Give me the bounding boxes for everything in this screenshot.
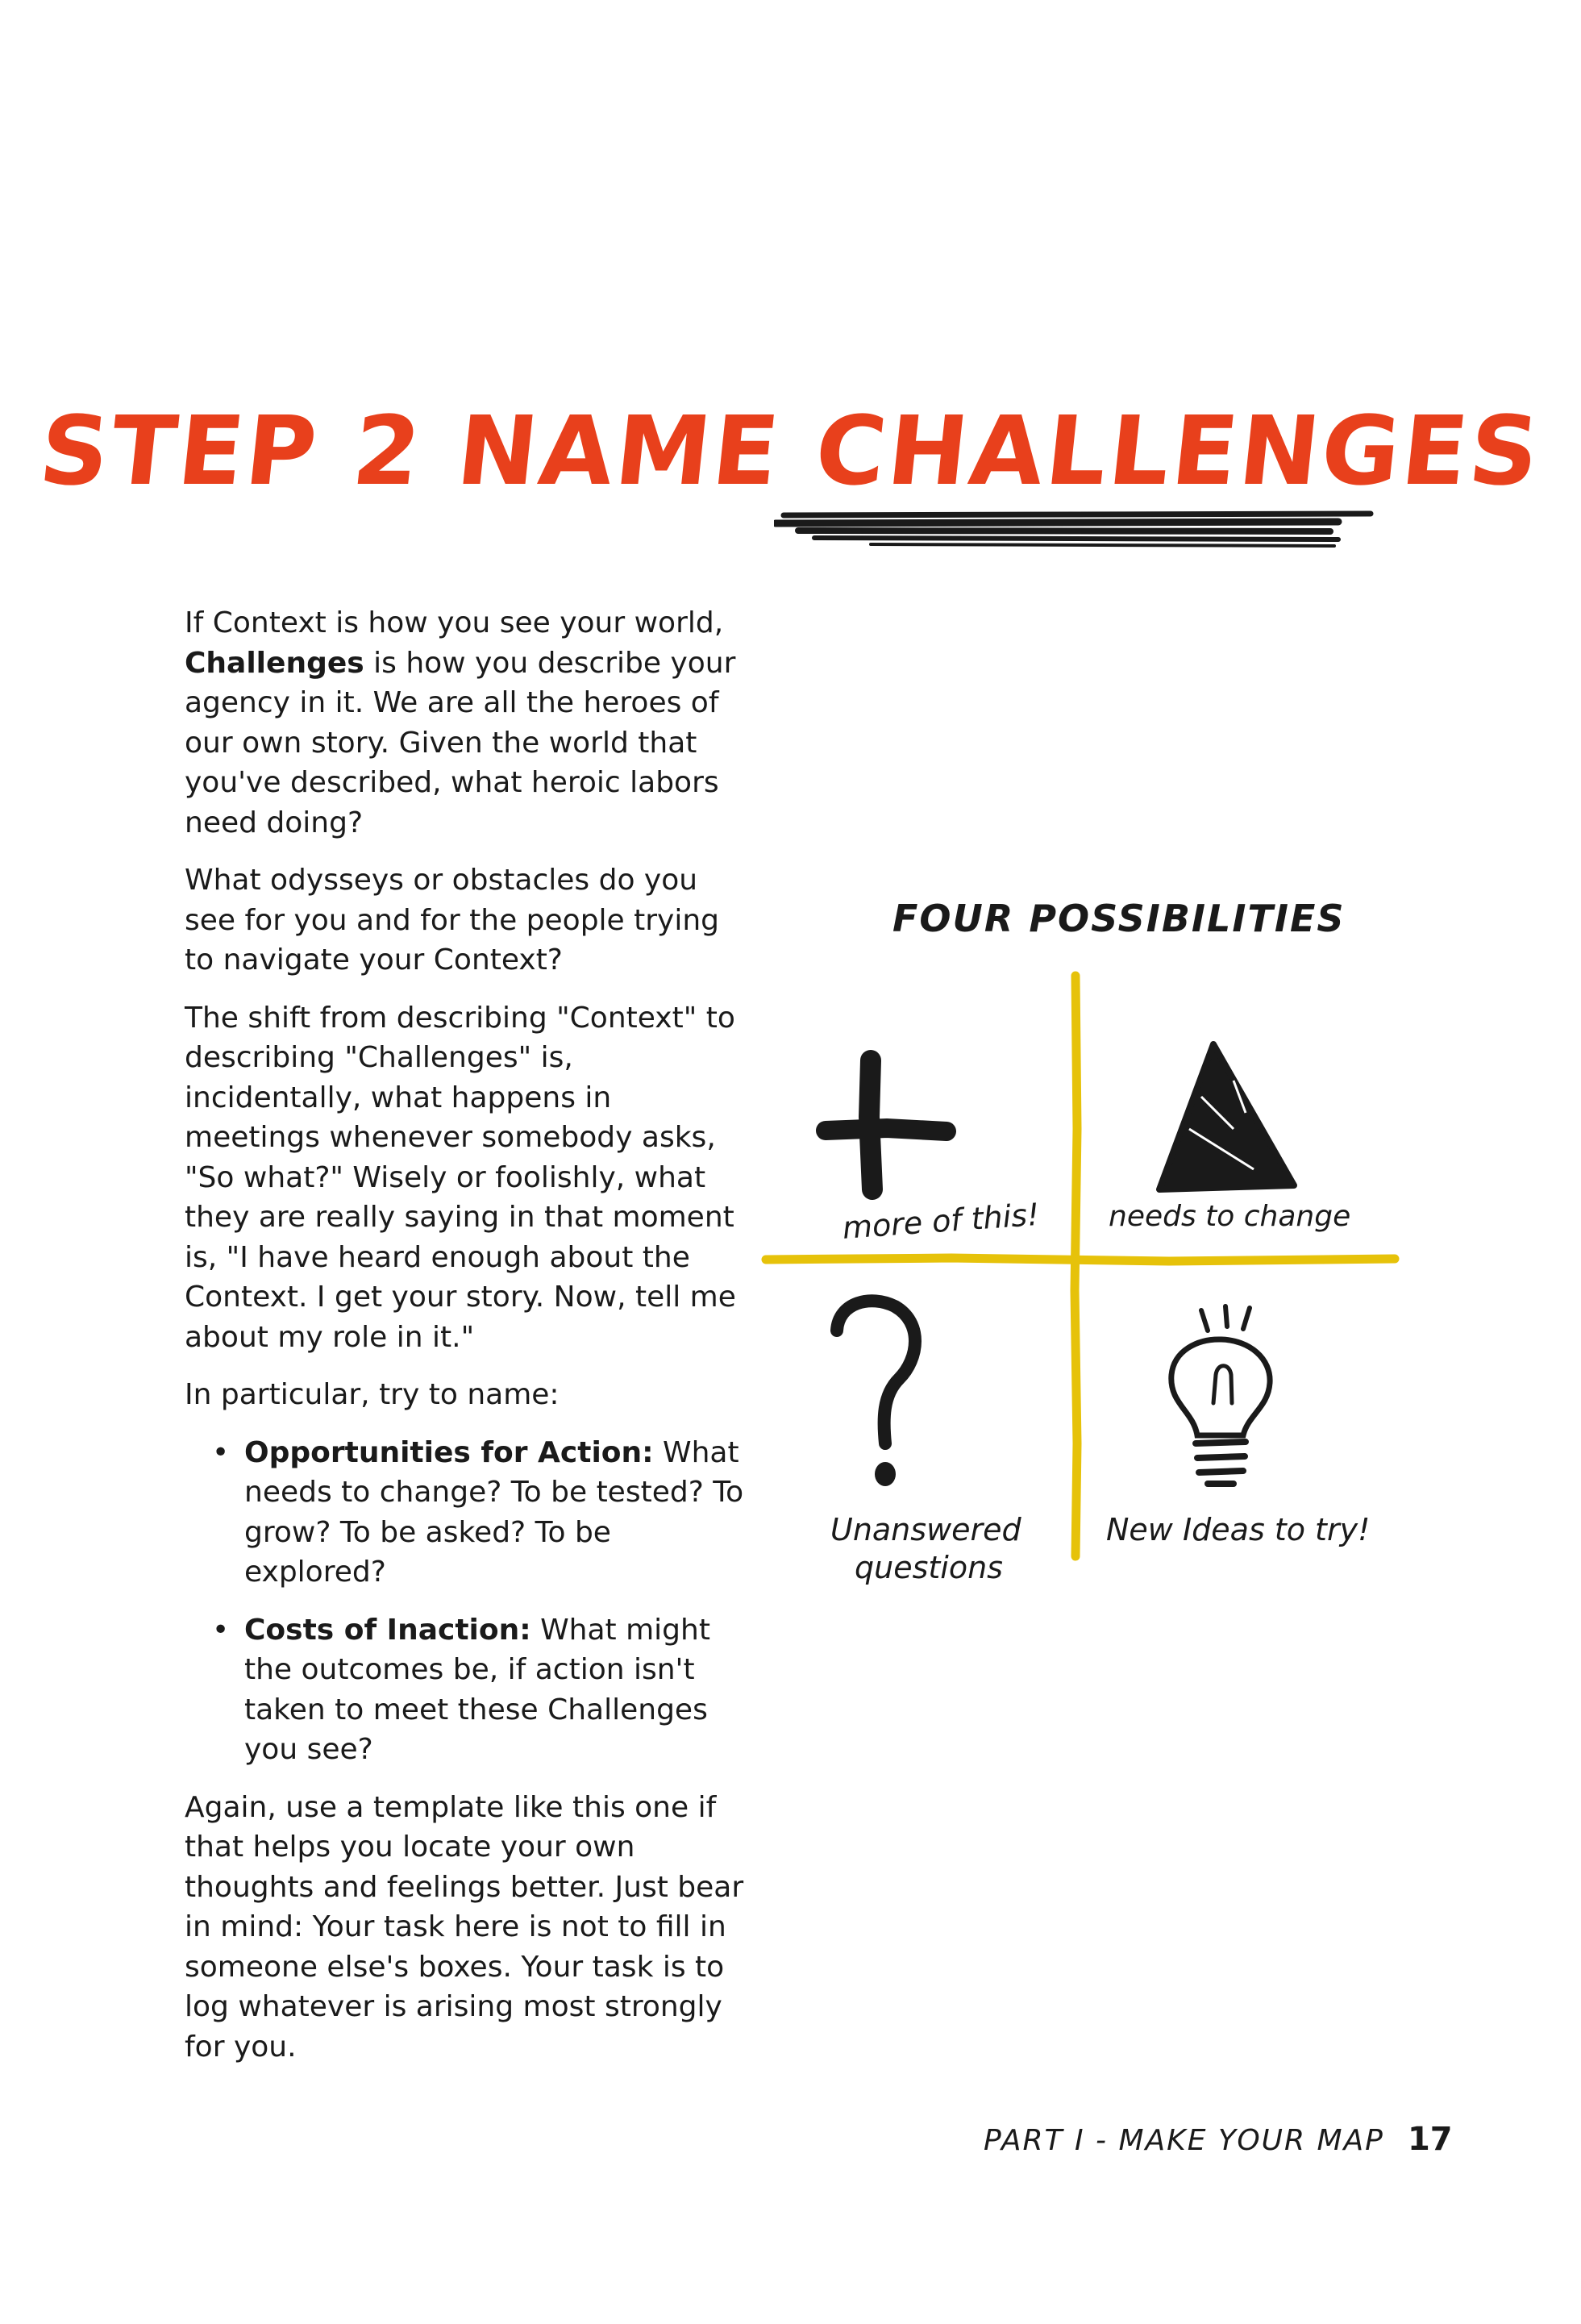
quadrant-label-needs-to-change: needs to change [1109, 1200, 1351, 1233]
quadrant-label-questions: questions [855, 1550, 1003, 1585]
page-footer [984, 2121, 1453, 2169]
four-possibilities-diagram [750, 887, 1411, 1613]
page-title: STEP 2 NAME CHALLENGES [34, 395, 1547, 506]
list-item: • Opportunities for Action: What needs to change? To be tested? To grow? To be asked? To be explored? [244, 1433, 749, 1593]
diagram-title: FOUR POSSIBILITIES [892, 897, 1346, 940]
shift-paragraph: The shift from describing "Context" to describing "Challenges" is, incidentally, what happens in meetings whenever somebody asks, "So what?" Wisely or foolishly, what they are really saying in that moment is, "I have heard enough about the Context. I get your story. Now, tell me about my role in it." [185, 1001, 736, 1354]
question-mark-icon [837, 1301, 915, 1486]
quadrant-label-more-of-this: more of this! [841, 1196, 1041, 1246]
challenges-term: Challenges [185, 646, 364, 680]
lightbulb-icon [1171, 1306, 1270, 1484]
quadrant-label-unanswered: Unanswered [830, 1512, 1021, 1547]
template-paragraph: Again, use a template like this one if that helps you locate your own thoughts and feelings better. Just bear in mind: Your task here is not to fill in someone else's boxes. Your task is to log whatever is arising most strongly for you. [185, 1790, 744, 2064]
name-intro-paragraph: In particular, try to name: [185, 1378, 560, 1411]
odysseys-paragraph: What odysseys or obstacles do you see for you and for the people trying to navigate your Context? [185, 864, 720, 977]
triangle-icon [1159, 1044, 1294, 1189]
quadrant-label-new-ideas: New Ideas to try! [1106, 1512, 1371, 1547]
body-text [185, 603, 749, 2085]
horizontal-axis [766, 1258, 1395, 1261]
plus-icon [826, 1060, 947, 1189]
intro-paragraph: If Context is how you see your world, Challenges is how you describe your agency in it. We are all the heroes of our own story. Given the world that you've described, what heroic labors need doing? [185, 606, 736, 839]
footer-section-label: PART I - MAKE YOUR MAP [984, 2124, 1384, 2157]
vertical-axis [1075, 976, 1077, 1556]
bullet-list [185, 1433, 749, 1770]
title-underline [774, 504, 1379, 552]
page-number: 17 [1407, 2121, 1453, 2158]
list-item: • Costs of Inaction: What might the outcomes be, if action isn't taken to meet these Challenges you see? [244, 1610, 749, 1770]
